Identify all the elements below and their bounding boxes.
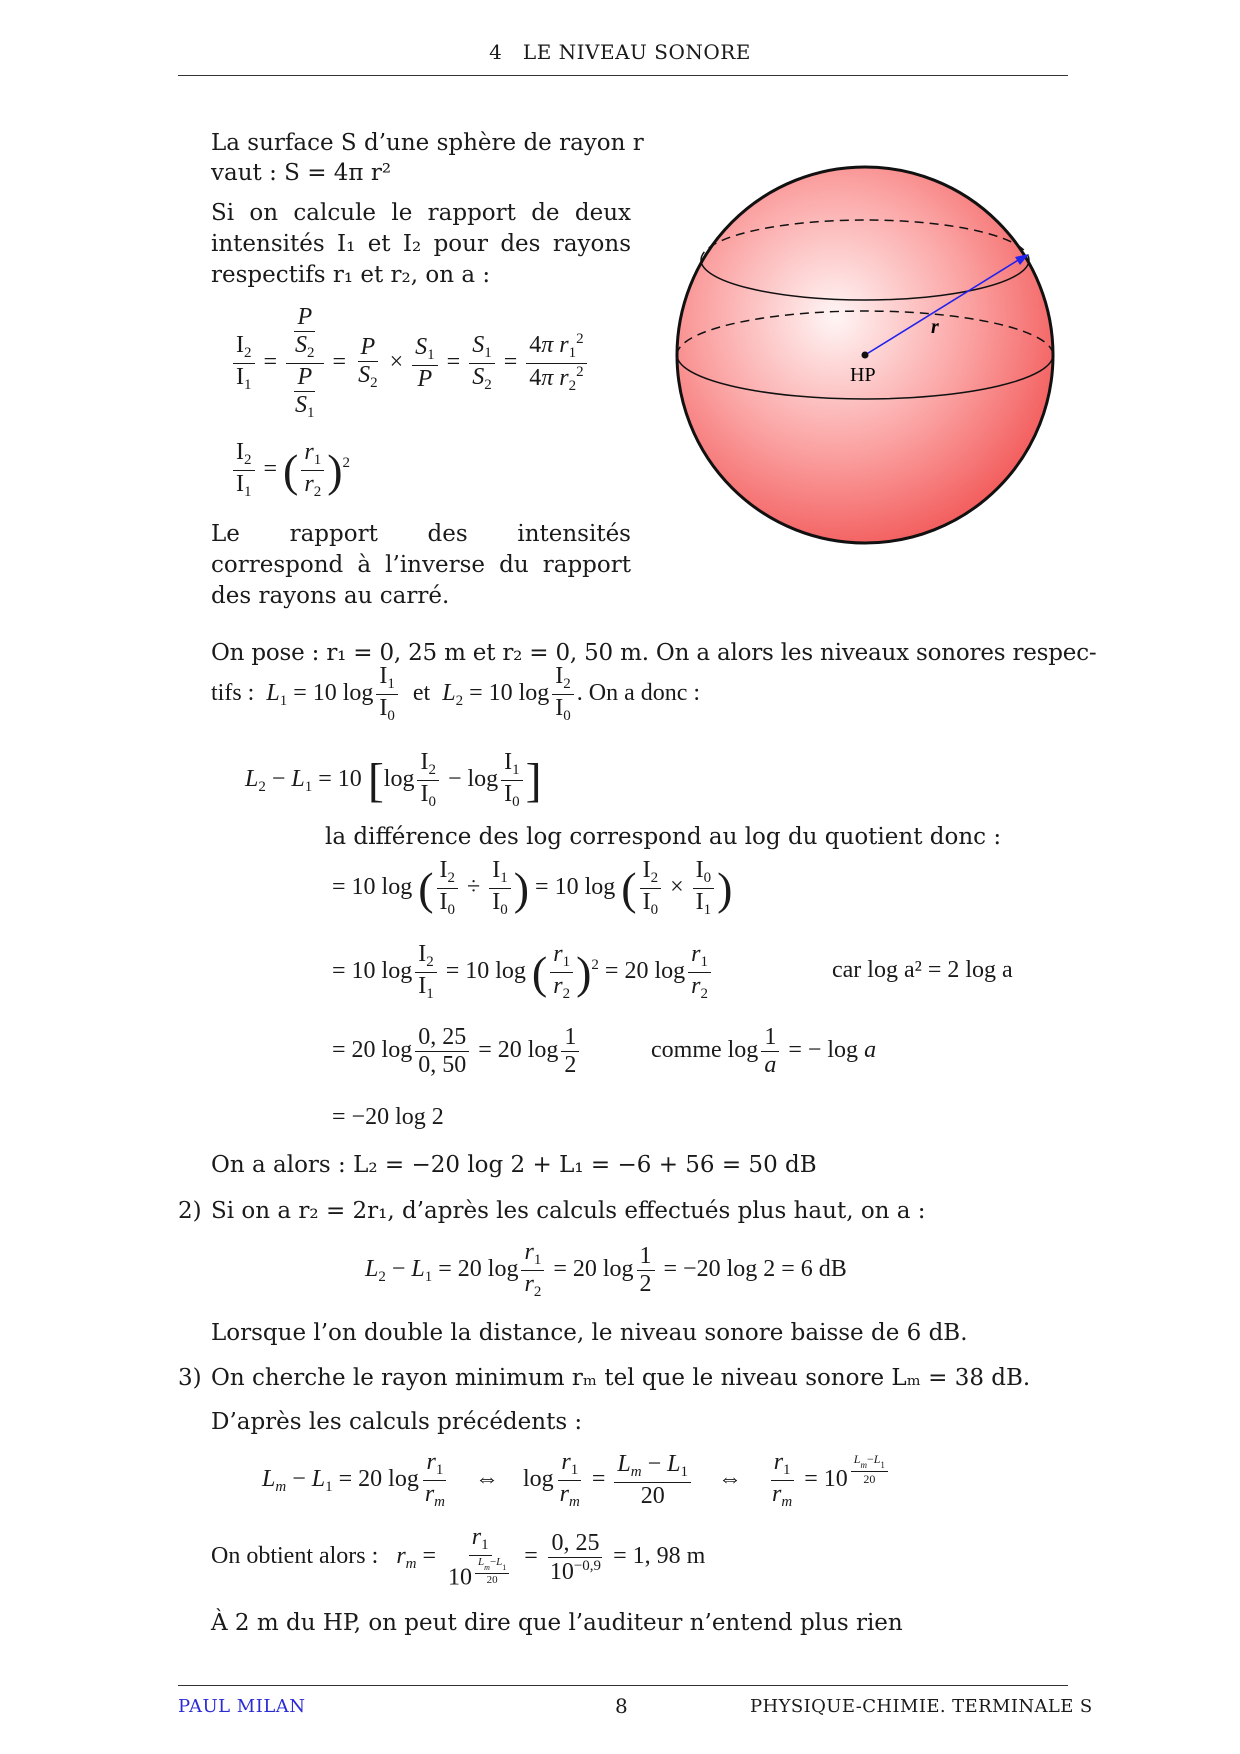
intro-line2: vaut : S = 4π r² bbox=[211, 160, 392, 186]
pose-et: et bbox=[412, 679, 431, 706]
ratio-equation: $\frac{I_2}{I_1}$ = $\frac{\frac{P}{S_2}}{\frac{P}{S_1}}$ = $\frac{P}{S_2}$ × $\frac{S_1}{P}$ = $\frac{S_1}{S_2}$ = $\frac{4\pi r_1^2}{4\pi r_2^2}$ bbox=[230, 305, 590, 422]
q3-obtain: On obtient alors : $r_m$ = $r_1$ 10 $^{\frac{L_m-L_1}{20}}$ = $\frac{0, 25}{10^{-0,9}}$ = 1, 98 m bbox=[211, 1524, 706, 1591]
section-title: LE NIVEAU SONORE bbox=[522, 40, 751, 64]
q2-number: 2) bbox=[178, 1198, 202, 1224]
center-label: HP bbox=[850, 364, 876, 386]
q3-number: 3) bbox=[178, 1365, 202, 1391]
comme-text: comme log bbox=[651, 1037, 759, 1064]
footer-page: 8 bbox=[615, 1694, 628, 1718]
intro-line1: La surface S d’une sphère de rayon r bbox=[211, 130, 644, 156]
derivation-line1: $L_2 - L_1 = 10$ [log $\frac{I_2}{I_0}$ − log $\frac{I_1}{I_0}$ ] bbox=[245, 749, 542, 810]
pose-line2: tifs : $L_1 = 10$ log $\frac{I_1}{I_0}$ et $L_2 = 10$ log $\frac{I_2}{I_0}$ . On a donc : bbox=[211, 663, 701, 724]
page-header bbox=[0, 40, 1240, 64]
footer-author: PAUL MILAN bbox=[178, 1696, 306, 1717]
obtain-text: On obtient alors : bbox=[211, 1543, 379, 1570]
q2-text: Si on a r₂ = 2r₁, d’après les calculs effectués plus haut, on a : bbox=[211, 1198, 926, 1224]
derivation-line3: = 10 log $\frac{I_2}{I_1}$ = 10 log ( $\frac{r_1}{r_2}$ )$^2$ = 20 log $\frac{r_1}{r_2}$ bbox=[332, 942, 714, 1003]
derivation-line2: = 10 log ( $\frac{I_2}{I_0}$ ÷ $\frac{I_1}{I_0}$ ) = 10 log ( $\frac{I_2}{I_0}$ × $\frac{I_0}{I_1}$ ) bbox=[332, 857, 733, 918]
footer-rule bbox=[178, 1685, 1068, 1686]
derivation-line4: = 20 log $\frac{0, 25}{0, 50}$ = 20 log $\frac{1}{2}$ bbox=[332, 1025, 582, 1078]
q3-final: À 2 m du HP, on peut dire que l’auditeur n’entend plus rien bbox=[211, 1610, 903, 1636]
derivation-comme: comme log $\frac{1}{a}$ = − log a bbox=[651, 1024, 877, 1079]
footer-course: PHYSIQUE-CHIMIE. TERMINALE S bbox=[750, 1696, 1093, 1717]
header-rule bbox=[178, 75, 1068, 76]
pose-tifs: tifs : bbox=[211, 679, 255, 706]
q2-conclusion: Lorsque l’on double la distance, le niveau sonore baisse de 6 dB. bbox=[211, 1320, 968, 1346]
conclusion-1: On a alors : L₂ = −20 log 2 + L₁ = −6 + 56 = 50 dB bbox=[211, 1152, 817, 1178]
intro-paragraph: Si on calcule le rapport de deux intensités I₁ et I₂ pour des rayons respectifs r₁ et r₂, on a : bbox=[211, 200, 631, 288]
q3-intro: D’après les calculs précédents : bbox=[211, 1409, 583, 1435]
section-number: 4 bbox=[489, 40, 503, 64]
derivation-result: = −20 log 2 bbox=[332, 1104, 444, 1130]
pose-line1: On pose : r₁ = 0, 25 m et r₂ = 0, 50 m. On a alors les niveaux sonores respec- bbox=[211, 640, 1097, 666]
center-point bbox=[862, 352, 869, 359]
ratio-result: $\frac{I_2}{I_1}$ = ( $\frac{r_1}{r_2}$ )$^2$ bbox=[230, 440, 350, 501]
radius-label: r bbox=[931, 316, 939, 338]
q3-equation: $L_m - L_1 = 20$ log $\frac{r_1}{r_m}$ ⇔ log $\frac{r_1}{r_m}$ = $\frac{L_m - L_1}{20}$ ⇔ $\frac{r_1}{r_m}$ = 10 $^{\frac{L_m-L_1}{20}}$ bbox=[262, 1450, 891, 1511]
derivation-car: car log a² = 2 log a bbox=[832, 957, 1013, 983]
q3-text: On cherche le rayon minimum rₘ tel que le niveau sonore Lₘ = 38 dB. bbox=[211, 1365, 1031, 1391]
pose-end: . On a donc : bbox=[576, 679, 701, 706]
intro-conclusion: Le rapport des intensités correspond à l’inverse du rapport des rayons au carré. bbox=[211, 521, 631, 609]
q2-equation: $L_2 - L_1 = 20$ log $\frac{r_1}{r_2}$ = 20 log $\frac{1}{2}$ = −20 log 2 = 6 dB bbox=[365, 1239, 847, 1300]
derivation-note: la différence des log correspond au log du quotient donc : bbox=[325, 824, 1002, 850]
sphere-figure bbox=[665, 155, 1065, 555]
